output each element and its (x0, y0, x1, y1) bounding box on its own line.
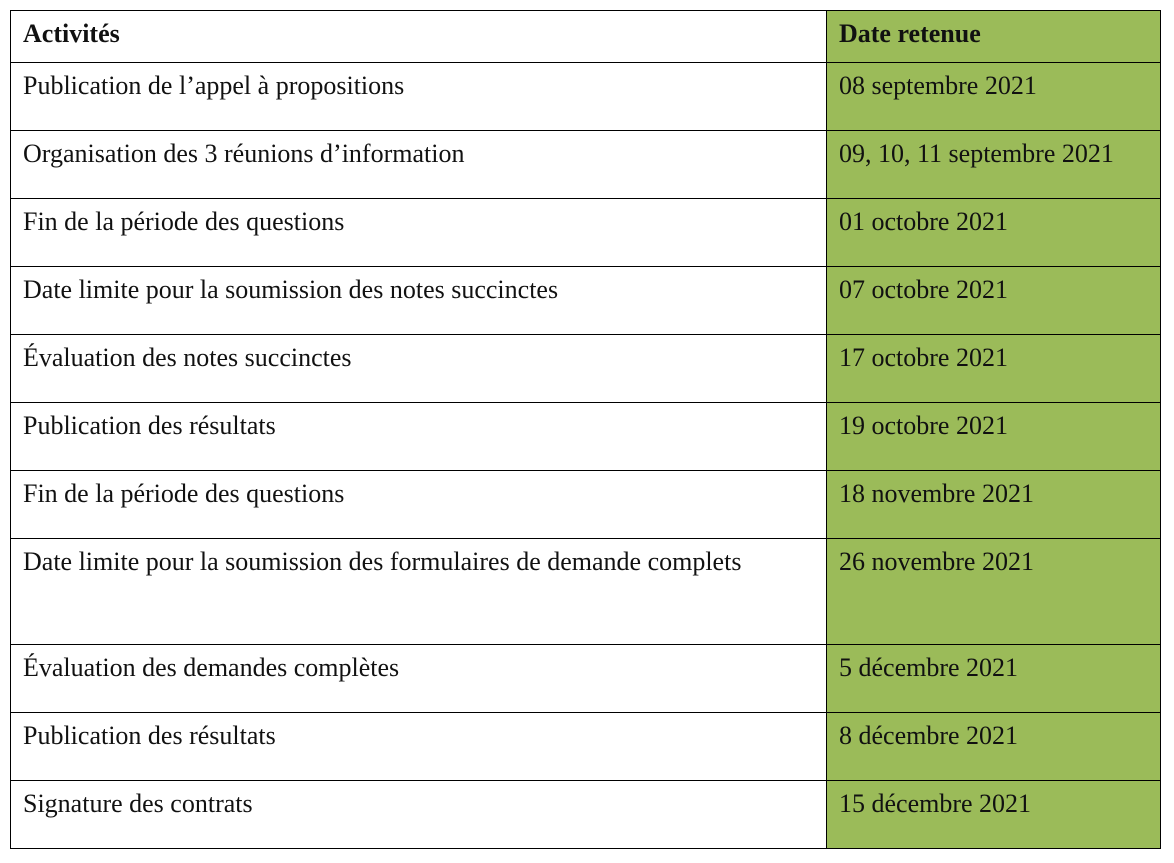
table-row (11, 781, 1161, 849)
activity-cell: Évaluation des notes succinctes (11, 335, 827, 403)
activity-cell: Publication de l’appel à propositions (11, 63, 827, 131)
date-cell: 8 décembre 2021 (827, 713, 1161, 781)
activity-cell: Fin de la période des questions (11, 199, 827, 267)
date-cell: 17 octobre 2021 (827, 335, 1161, 403)
table-row (11, 403, 1161, 471)
activity-cell: Date limite pour la soumission des notes succinctes (11, 267, 827, 335)
activity-cell: Date limite pour la soumission des formulaires de demande complets (11, 539, 827, 645)
date-cell: 09, 10, 11 septembre 2021 (827, 131, 1161, 199)
activity-cell: Organisation des 3 réunions d’information (11, 131, 827, 199)
table-row (11, 131, 1161, 199)
table-row (11, 471, 1161, 539)
schedule-table (10, 10, 1161, 849)
date-cell: 5 décembre 2021 (827, 645, 1161, 713)
date-cell: 19 octobre 2021 (827, 403, 1161, 471)
date-cell: 15 décembre 2021 (827, 781, 1161, 849)
date-cell: 08 septembre 2021 (827, 63, 1161, 131)
activity-cell: Signature des contrats (11, 781, 827, 849)
table-row (11, 713, 1161, 781)
table-header-row (11, 11, 1161, 63)
table-row (11, 539, 1161, 645)
header-activity: Activités (11, 11, 827, 63)
table-row (11, 267, 1161, 335)
date-cell: 26 novembre 2021 (827, 539, 1161, 645)
table-row (11, 645, 1161, 713)
date-cell: 01 octobre 2021 (827, 199, 1161, 267)
table-row (11, 199, 1161, 267)
date-cell: 18 novembre 2021 (827, 471, 1161, 539)
activity-cell: Évaluation des demandes complètes (11, 645, 827, 713)
activity-cell: Publication des résultats (11, 713, 827, 781)
table-row (11, 63, 1161, 131)
table-row (11, 335, 1161, 403)
date-cell: 07 octobre 2021 (827, 267, 1161, 335)
header-date: Date retenue (827, 11, 1161, 63)
activity-cell: Publication des résultats (11, 403, 827, 471)
activity-cell: Fin de la période des questions (11, 471, 827, 539)
